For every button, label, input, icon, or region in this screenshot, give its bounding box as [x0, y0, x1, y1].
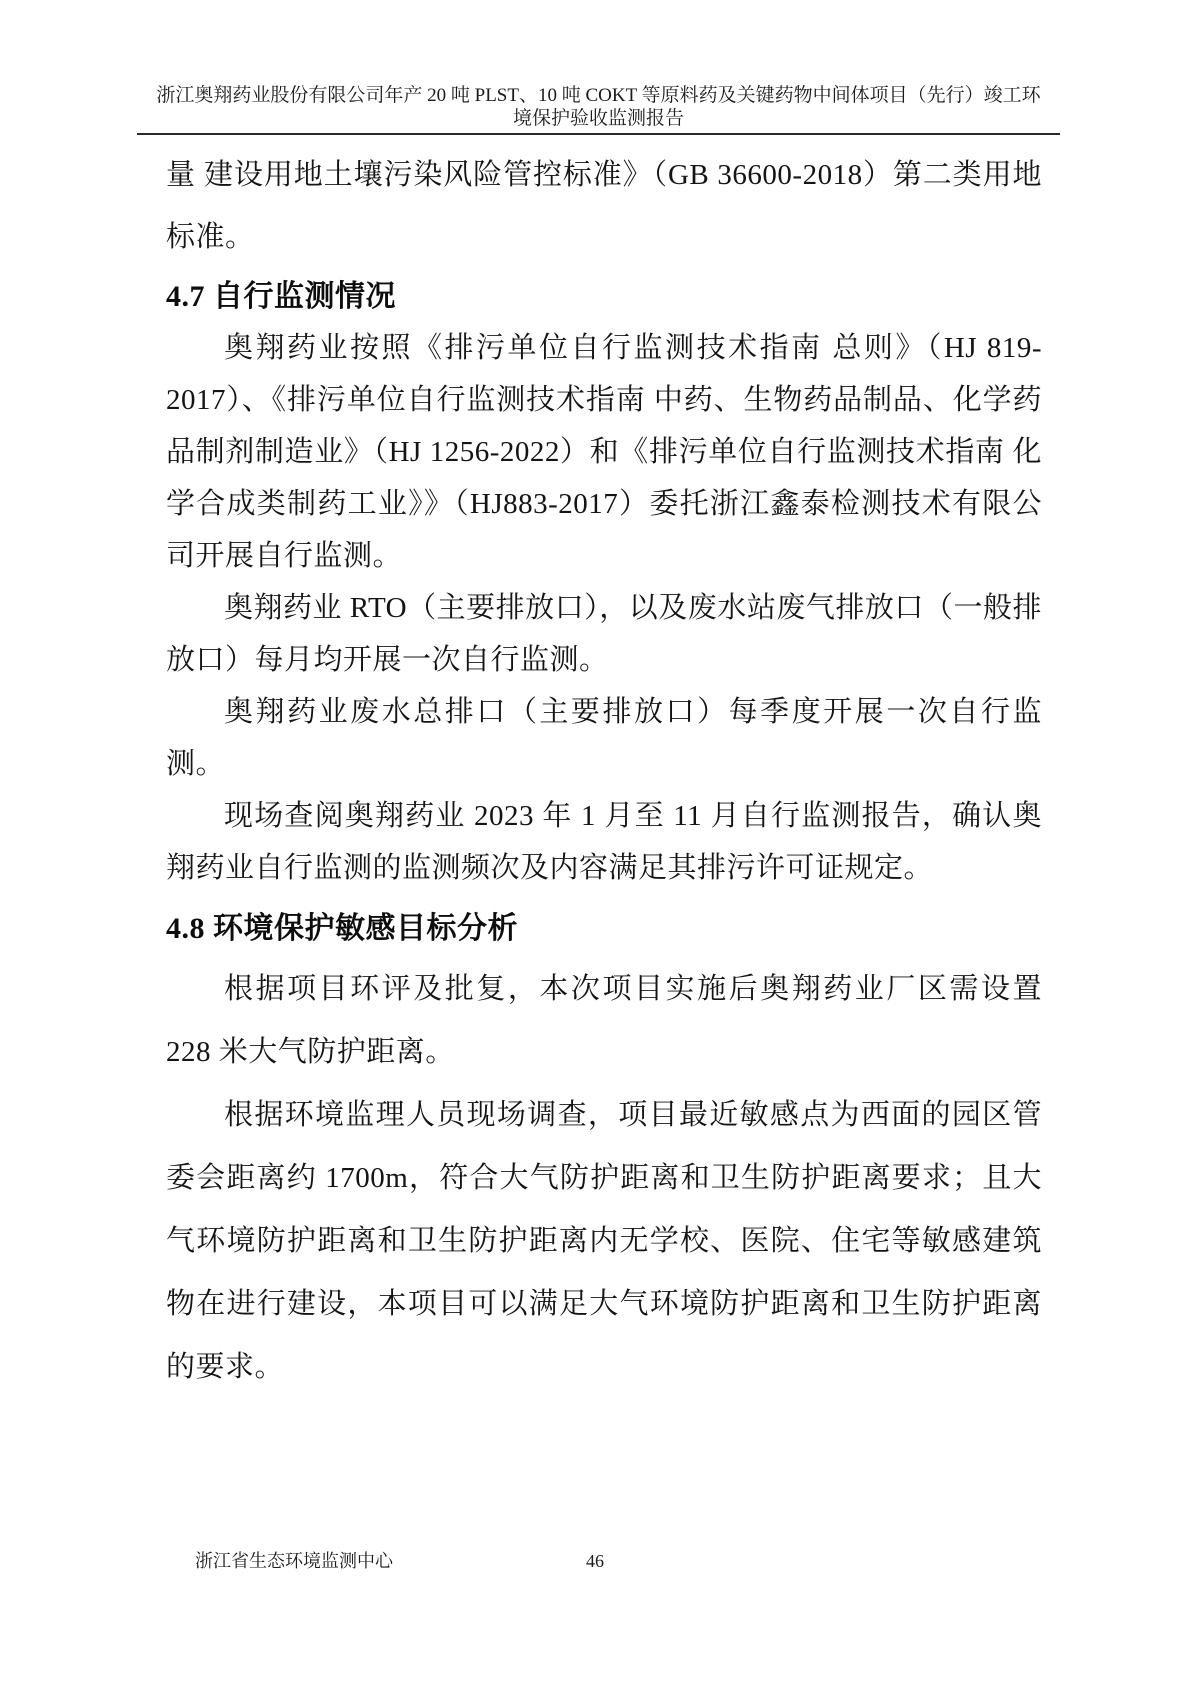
- paragraph-4-8-protection-distance: 根据项目环评及批复，本次项目实施后奥翔药业厂区需设置 228 米大气防护距离。: [166, 973, 1042, 1068]
- paragraph-4-7-wastewater-quarterly-monitoring: 奥翔药业废水总排口（主要排放口）每季度开展一次自行监测。: [166, 696, 1042, 780]
- paragraph-4-7-self-monitoring-guides: 奥翔药业按照《排污单位自行监测技术指南 总则》（HJ 819-2017）、《排污单位自行监测技术指南 中药、生物药品制品、化学药品制剂制造业》（HJ 1256-2022）和《排污单位自行监测技术指南 化学合成类制药工业》》（HJ883-2017）委托浙江鑫泰检测技术有限公司开展自行监测。: [166, 332, 1042, 572]
- section-heading-4-8: 4.8 环境保护敏感目标分析: [166, 912, 518, 945]
- section-heading-4-7: 4.7 自行监测情况: [166, 280, 396, 313]
- paragraph-4-8-sensitive-targets: 根据环境监理人员现场调查，项目最近敏感点为西面的园区管委会距离约 1700m，符合大气防护距离和卫生防护距离要求；且大气环境防护距离和卫生防护距离内无学校、医院、住宅等敏感建筑物在进行建设，本项目可以满足大气环境防护距离和卫生防护距离的要求。: [166, 1099, 1042, 1383]
- footer-page-number: 46: [586, 1551, 604, 1571]
- paragraph-soil-standard-continuation: 量 建设用地土壤污染风险管控标准》（GB 36600-2018）第二类用地标准。: [166, 159, 1042, 253]
- header-title-line-1: 浙江奥翔药业股份有限公司年产 20 吨 PLST、10 吨 COKT 等原料药及关键药物中间体项目（先行）竣工环: [156, 85, 1041, 106]
- page-footer: [0, 1548, 1190, 1574]
- document-body: [166, 144, 1042, 1399]
- page-header: [137, 84, 1060, 135]
- paragraph-4-7-report-review: 现场查阅奥翔药业 2023 年 1 月至 11 月自行监测报告，确认奥翔药业自行监测的监测频次及内容满足其排污许可证规定。: [166, 800, 1042, 884]
- footer-organization: 浙江省生态环境监测中心: [195, 1551, 393, 1571]
- paragraph-4-7-rto-monthly-monitoring: 奥翔药业 RTO（主要排放口），以及废水站废气排放口（一般排放口）每月均开展一次自行监测。: [166, 592, 1042, 676]
- header-title-line-2: 境保护验收监测报告: [512, 108, 684, 129]
